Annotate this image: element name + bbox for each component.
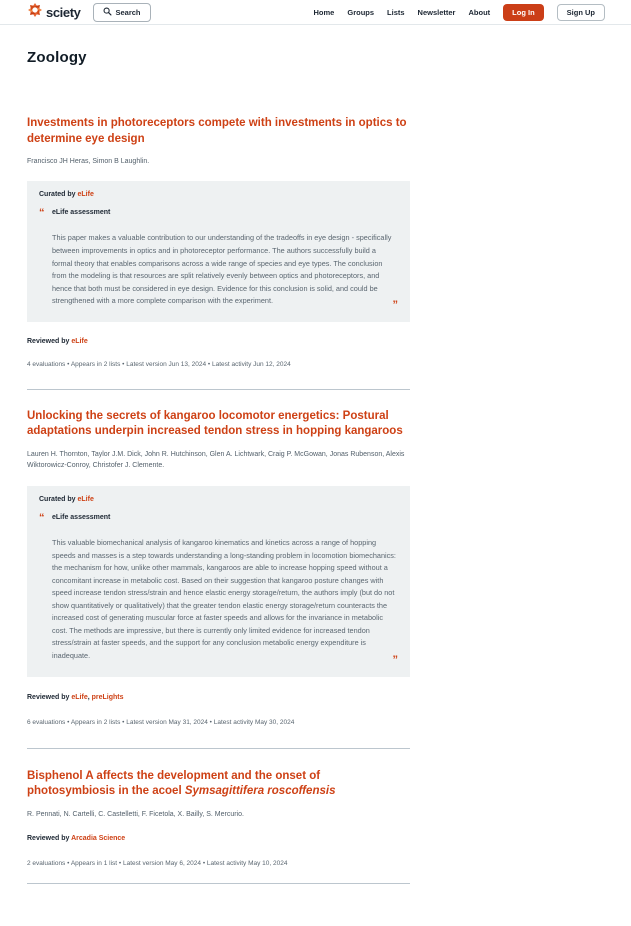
article-title-link[interactable]: Investments in photoreceptors compete with investments in optics to determine eye design [27,117,407,145]
curated-by-label: Curated by [39,496,76,504]
reviewed-by-label: Reviewed by [27,834,70,842]
login-button[interactable]: Log In [503,4,544,21]
sciety-pinwheel-icon [27,2,43,23]
article-title-text: Bisphenol A affects the development and the onset of photosymbiosis in the acoel [27,769,321,798]
reviewed-by-line [27,834,410,843]
article-authors: R. Pennati, N. Cartelli, C. Castelletti, F. Ficetola, X. Bailly, S. Mercurio. [27,810,244,818]
logo-wordmark: sciety [46,4,81,20]
article-authors: Francisco JH Heras, Simon B Laughlin. [27,158,150,166]
article-teaser [27,769,410,884]
category-page [0,48,631,884]
reviewed-by-label: Reviewed by [27,693,70,701]
reviewer-link[interactable]: preLights [91,693,124,701]
reviewer-link[interactable]: eLife [71,693,88,701]
open-quote-icon: “ [39,512,45,525]
curation-box [27,486,410,676]
curator-link[interactable]: eLife [77,496,94,504]
site-header [0,0,631,25]
search-button-label: Search [115,7,141,17]
article-divider [27,389,410,390]
article-teaser [27,116,410,390]
sciety-logo[interactable] [27,2,80,23]
article-authors: Lauren H. Thornton, Taylor J.M. Dick, John R. Hutchinson, Glen A. Lichtwark, Craig P. McGowan, Jonas Rubenson, Alexis Wiktorowicz-Conroy, Christofer J. Clemente. [27,451,405,470]
article-title-link[interactable] [27,770,335,798]
article-meta: 6 evaluations • Appears in 2 lists • Latest version May 31, 2024 • Latest activity May 30, 2024 [27,718,295,726]
curator-link[interactable]: eLife [77,191,94,199]
article-title [27,409,410,440]
nav-item-about[interactable]: About [468,7,491,17]
assessment-heading: eLife assessment [52,209,111,217]
reviewed-by-line [27,337,410,346]
curated-by-label: Curated by [39,191,76,199]
nav-item-newsletter[interactable]: Newsletter [417,7,456,17]
search-icon [103,7,112,18]
curation-box [27,181,410,321]
nav-item-groups[interactable]: Groups [347,7,375,17]
reviewer-link[interactable]: eLife [71,337,88,345]
article-title [27,116,410,147]
open-quote-icon: “ [39,207,45,220]
assessment-quote [39,207,398,311]
search-button[interactable] [93,3,150,22]
nav-item-home[interactable]: Home [313,7,335,17]
close-quote-icon: ” [392,653,398,666]
reviewed-by-label: Reviewed by [27,337,70,345]
article-teaser [27,409,410,749]
reviewer-link[interactable]: Arcadia Science [71,834,126,842]
article-divider [27,748,410,749]
assessment-heading: eLife assessment [52,514,111,522]
assessment-text: This paper makes a valuable contribution to our understanding of the tradeoffs in eye design - specifically between improvements in optics and in photoreceptor performance. The authors successfully build a formal theory that enables comparisons across a wide range of species and eye types. The conclusion from the modeling is that resources are split relatively evenly between optics and photoreceptors, and hence that both must be considered in eye design. Evidence for this conclusion is solid, and could be strengthened with a more complete comparison with the experiment. [52,233,392,306]
page-title: Zoology [27,49,87,66]
nav-item-lists[interactable]: Lists [387,7,405,17]
signup-button[interactable]: Sign Up [557,4,605,21]
curated-by-line [39,190,398,199]
reviewed-by-line [27,693,410,702]
article-title-link[interactable]: Unlocking the secrets of kangaroo locomotor energetics: Postural adaptations underpin increased tendon stress in hopping kangaroos [27,409,403,438]
article-title [27,769,410,800]
close-quote-icon: ” [392,298,398,311]
main-nav [314,4,605,21]
article-meta: 4 evaluations • Appears in 2 lists • Latest version Jun 13, 2024 • Latest activity Jun 12, 2024 [27,360,291,368]
curated-by-line [39,495,398,504]
article-meta: 2 evaluations • Appears in 1 list • Latest version May 6, 2024 • Latest activity May 10, 2024 [27,859,288,867]
article-divider [27,883,410,884]
article-title-species: Symsagittifera roscoffensis [184,785,336,798]
assessment-text: This valuable biomechanical analysis of kangaroo kinematics and kinetics across a range of hopping speeds and masses is a step towards understanding a long-standing problem in locomotion biomechanics: the mechanism for how, unlike other mammals, kangaroos are able to increase hopping speed without a concomitant increase in metabolic cost. Based on their suggestion that kangaroo posture changes with speed increase tendon stress/strain and hence elastic energy storage/return, the authors imply (but do not show quantitatively or qualitatively) that the greater tendon elastic energy storage/return counteracts the increased cost of generating muscular force at faster speeds and allows for the invariance in metabolic cost. The methods are impressive, but there is currently only limited evidence for increased tendon stress/strain at faster speeds, and the support for any conclusion metabolic energy expenditure is inadequate. [52,538,396,661]
reviewer-separator: , [87,693,92,701]
assessment-quote [39,512,398,666]
